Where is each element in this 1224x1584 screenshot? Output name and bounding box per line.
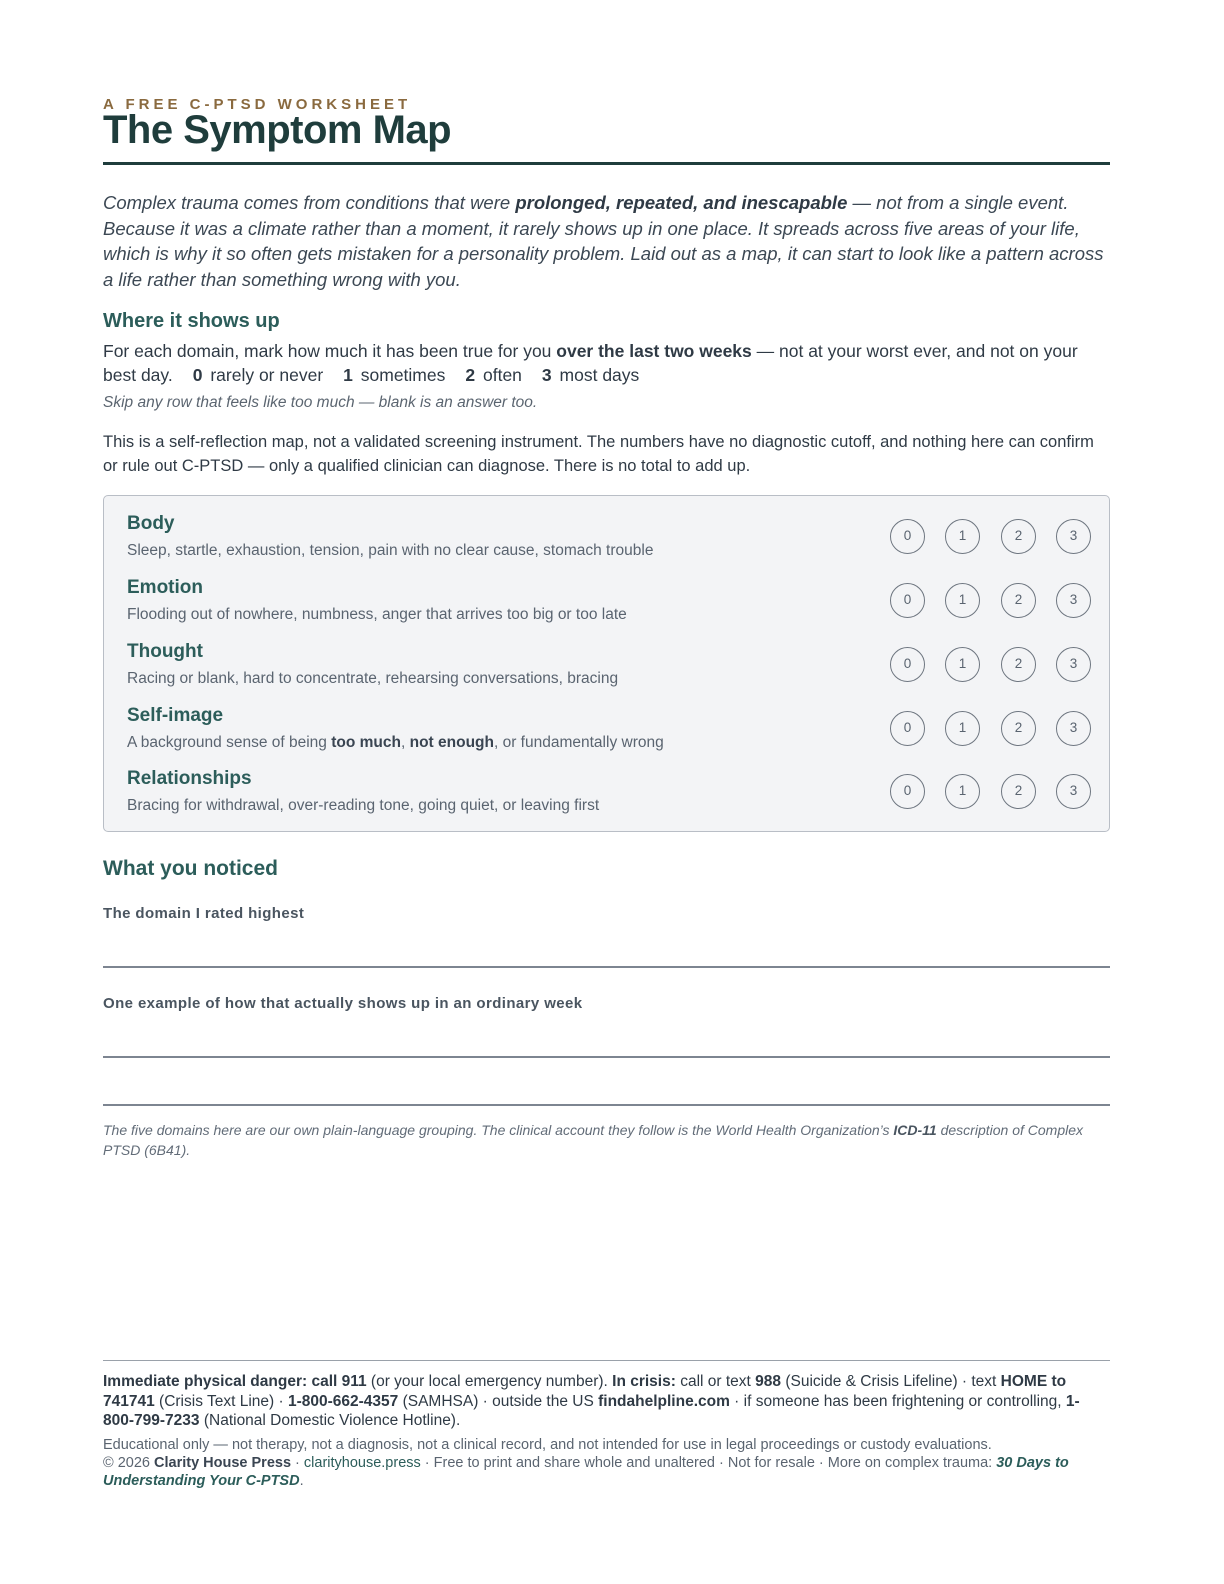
page-title: The Symptom Map	[103, 108, 452, 152]
rating-option-1[interactable]: 1	[945, 583, 980, 618]
example-label: One example of how that actually shows up in an ordinary week	[103, 995, 583, 1012]
scale-item-0: 0 rarely or never	[192, 365, 324, 385]
footer-divider	[103, 1360, 1110, 1361]
scale-item-2: 2 often	[465, 365, 522, 385]
scale-item-1: 1 sometimes	[343, 365, 446, 385]
domain-description: Racing or blank, hard to concentrate, rehearsing conversations, bracing	[127, 670, 619, 687]
rating-option-2[interactable]: 2	[1001, 647, 1036, 682]
worksheet-page	[103, 0, 1110, 1584]
icd-source-note: The five domains here are our own plain-language grouping. The clinical account they follow is the World Health Organization’s ICD-11 description of Complex PTSD (6B41).	[103, 1122, 1084, 1158]
intro-text-1: Complex trauma comes from conditions that were	[103, 192, 516, 213]
self-reflection-disclaimer: This is a self-reflection map, not a validated screening instrument. The numbers have no diagnostic cutoff, and nothing here can confirm or rule out C-PTSD — only a qualified clinician can diagnose. There is no total to add up.	[103, 433, 1094, 475]
rating-option-3[interactable]: 3	[1056, 583, 1091, 618]
domain-row-emotion	[127, 577, 1092, 637]
rating-option-0[interactable]: 0	[890, 519, 925, 554]
rating-instructions	[103, 339, 1110, 387]
title-divider	[103, 162, 1110, 165]
publisher-site-link[interactable]: clarityhouse.press	[303, 1455, 421, 1471]
rating-option-1[interactable]: 1	[945, 647, 980, 682]
educational-disclaimer: Educational only — not therapy, not a diagnosis, not a clinical record, and not intended for use in legal proceedings or custody evaluations.	[103, 1437, 992, 1453]
domain-description: Bracing for withdrawal, over-reading tone, going quiet, or leaving first	[127, 797, 600, 814]
crisis-resources: Immediate physical danger: call 911 (or your local emergency number). In crisis: call or text 988 (Suicide & Crisis Lifeline) · text HOME to 741741 (Crisis Text Line) · 1-800-662-4357 (SAMHSA) · outside the US findahelpline.com · if someone has been frightening or controlling, 1-800-799-7233 (National Domestic Violence Hotline).	[103, 1373, 1080, 1429]
legal-footer: Educational only — not therapy, not a diagnosis, not a clinical record, and not intended for use in legal proceedings or custody evaluations. © 2026 Clarity House Press · clarityhouse.press · Free to print and share whole and unaltered · Not for resale · More on complex trauma: 30 Days to Understanding Your C-PTSD.	[103, 1437, 1069, 1489]
highest-domain-label: The domain I rated highest	[103, 905, 305, 922]
rating-option-2[interactable]: 2	[1001, 774, 1036, 809]
rating-option-2[interactable]: 2	[1001, 583, 1036, 618]
domain-row-thought	[127, 641, 1092, 701]
instructions-text-1: For each domain, mark how much it has been true for you	[103, 341, 557, 361]
skip-note: Skip any row that feels like too much — blank is an answer too.	[103, 394, 538, 411]
rating-option-0[interactable]: 0	[890, 583, 925, 618]
domain-row-self-image	[127, 705, 1092, 765]
worksheet-eyebrow: A FREE C-PTSD WORKSHEET	[103, 96, 412, 113]
rating-option-2[interactable]: 2	[1001, 519, 1036, 554]
example-write-line-1[interactable]	[103, 1056, 1110, 1058]
rating-option-1[interactable]: 1	[945, 774, 980, 809]
domain-name: Self-image	[127, 705, 224, 726]
domain-name: Emotion	[127, 577, 203, 598]
intro-text-2: — not from a single event. Because it was a climate rather than a moment, it rarely shows up in one place. It spreads across five areas of your life, which is why it so often gets mistaken for a personality problem. Laid out as a map, it can start to look like a pattern across a life rather than something wrong with you.	[103, 192, 1104, 290]
domain-rating-panel	[103, 495, 1110, 832]
rating-group-thought	[890, 647, 1092, 683]
domain-name: Body	[127, 513, 175, 534]
highest-domain-write-line[interactable]	[103, 966, 1110, 968]
intro-emphasis: prolonged, repeated, and inescapable	[515, 192, 848, 213]
example-write-line-2[interactable]	[103, 1104, 1110, 1106]
where-heading: Where it shows up	[103, 310, 280, 332]
instructions-text-2: — not at your worst ever, and not on your best day.	[103, 341, 1078, 385]
scale-item-3: 3 most days	[541, 365, 640, 385]
rating-option-3[interactable]: 3	[1056, 711, 1091, 746]
rating-option-1[interactable]: 1	[945, 519, 980, 554]
rating-group-emotion	[890, 583, 1092, 619]
domain-description: A background sense of being too much, not enough, or fundamentally wrong	[127, 734, 664, 751]
rating-group-body	[890, 519, 1092, 555]
book-title: 30 Days to Understanding Your C-PTSD	[103, 1455, 1069, 1489]
helpline-link[interactable]: findahelpline.com	[598, 1392, 730, 1410]
rating-option-3[interactable]: 3	[1056, 519, 1091, 554]
domain-name: Relationships	[127, 768, 252, 789]
intro-paragraph	[103, 190, 1110, 292]
rating-option-3[interactable]: 3	[1056, 774, 1091, 809]
rating-option-0[interactable]: 0	[890, 647, 925, 682]
rating-group-relationships	[890, 774, 1092, 810]
rating-group-self-image	[890, 711, 1092, 747]
rating-option-0[interactable]: 0	[890, 774, 925, 809]
rating-option-1[interactable]: 1	[945, 711, 980, 746]
domain-row-body	[127, 513, 1092, 573]
instructions-emphasis: over the last two weeks	[556, 341, 752, 361]
domain-description: Sleep, startle, exhaustion, tension, pain with no clear cause, stomach trouble	[127, 542, 654, 559]
publisher-name: Clarity House Press	[154, 1455, 292, 1471]
domain-description: Flooding out of nowhere, numbness, anger that arrives too big or too late	[127, 606, 627, 623]
domain-row-relationships	[127, 768, 1092, 828]
domain-name: Thought	[127, 641, 203, 662]
rating-option-0[interactable]: 0	[890, 711, 925, 746]
rating-option-3[interactable]: 3	[1056, 647, 1091, 682]
rating-option-2[interactable]: 2	[1001, 711, 1036, 746]
noticed-heading: What you noticed	[103, 857, 278, 880]
